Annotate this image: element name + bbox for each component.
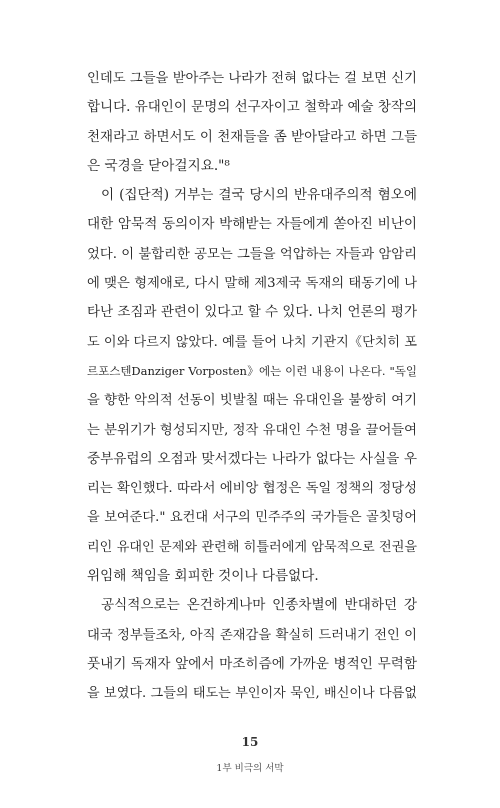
text-line: 위임해 책임을 회피한 것이나 다름없다.: [87, 568, 319, 585]
text-line: 천재라고 하면서도 이 천재들을 좀 받아달라고 하면 그들: [87, 128, 417, 145]
text-line: 풋내기 독재자 앞에서 마조히즘에 가까운 병적인 무력함: [87, 655, 417, 672]
text-line: 는 분위기가 형성되지만, 정작 유대인 수천 명을 끌어들여: [87, 422, 417, 438]
text-line: 이 (집단적) 거부는 결국 당시의 반유대주의적 혐오에: [101, 187, 417, 204]
running-title: 1부 비극의 서막: [216, 763, 284, 774]
text-line: 을 보였다. 그들의 태도는 부인이자 묵인, 배신이나 다름없: [87, 686, 417, 702]
text-line: 합니다. 유대인이 문명의 선구자이고 철학과 예술 창작의: [87, 99, 417, 116]
text-line: 리인 유대인 문제와 관련해 히틀러에게 암묵적으로 전권을: [87, 539, 417, 555]
page-number: 15: [241, 735, 259, 749]
text-line: 중부유럽의 오점과 맞서겠다는 나라가 없다는 사실을 우: [87, 450, 417, 467]
body-text: [87, 64, 417, 709]
text-line: 도 이와 다르지 않았다. 예를 들어 나치 기관지《단치히 포: [87, 334, 417, 350]
text-line: 을 보여준다." 요컨대 서구의 민주주의 국가들은 골칫덩어: [87, 510, 417, 526]
text-line: 을 향한 악의적 선동이 빗발칠 때는 유대인을 불쌍히 여기: [87, 393, 417, 409]
text-line: 리는 확인했다. 따라서 에비앙 협정은 독일 정책의 정당성: [87, 481, 417, 497]
text-line: 대한 암묵적 동의이자 박해받는 자들에게 쏟아진 비난이: [87, 216, 417, 233]
text-line: 르포스텐Danziger Vorposten》에는 이런 내용이 나온다. "독일: [87, 363, 417, 378]
text-line: 타난 조짐과 관련이 있다고 할 수 있다. 나치 언론의 평가: [87, 304, 417, 321]
text-line: 대국 정부들조차, 아직 존재감을 확실히 드러내기 전인 이: [87, 627, 417, 643]
text-line: 인데도 그들을 받아주는 나라가 전혀 없다는 걸 보면 신기: [87, 71, 417, 86]
text-line: 공식적으로는 온건하게나마 인종차별에 반대하던 강: [101, 597, 417, 614]
text-line: 은 국경을 닫아걸지요."⁸: [87, 157, 230, 174]
text-line: 었다. 이 불합리한 공모는 그들을 억압하는 자들과 암암리: [87, 246, 417, 262]
text-line: 에 맺은 형제애로, 다시 말해 제3제국 독재의 태동기에 나: [87, 276, 417, 292]
